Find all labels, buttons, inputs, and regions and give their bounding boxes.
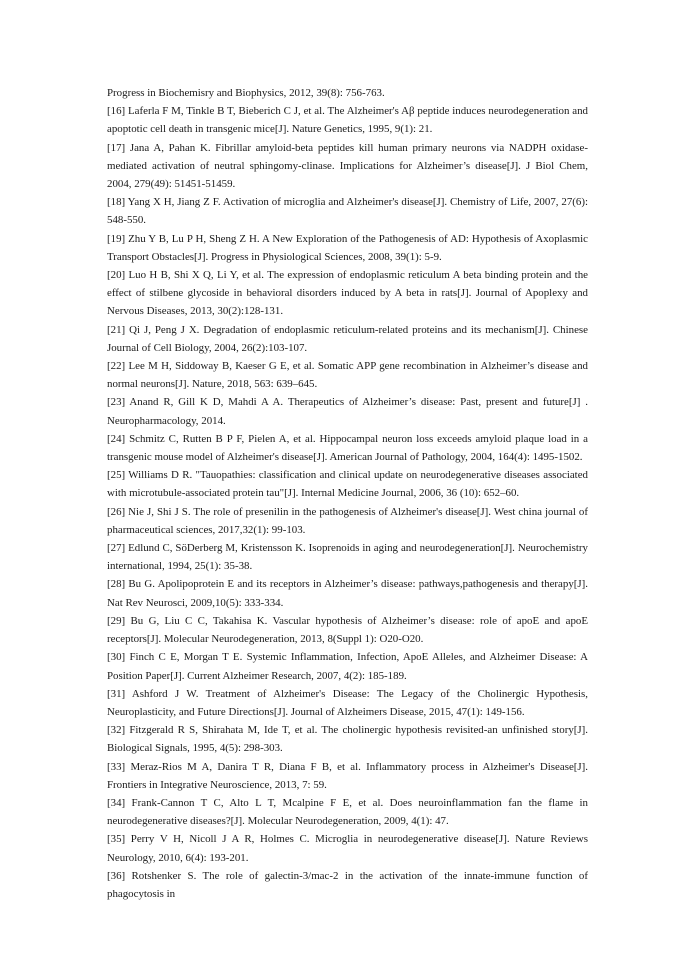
reference-entry-31: [31] Ashford J W. Treatment of Alzheimer's Disease: The Legacy of the Cholinergic Hypothesis, Neuroplasticity, and Future Directions[J]. Journal of Alzheimers Disease, 2015, 47(1): 149-156. [107, 687, 588, 718]
reference-entry-33: [33] Meraz-Rios M A, Danira T R, Diana F B, et al. Inflammatory process in Alzheimer's Disease[J]. Frontiers in Integrative Neuroscience, 2013, 7: 59. [107, 760, 588, 791]
reference-entry-24: [24] Schmitz C, Rutten B P F, Pielen A, et al. Hippocampal neuron loss exceeds amyloid plaque load in a transgenic mouse model of Alzheimer's disease[J]. American Journal of Pathology, 2004, 164(4): 1495-1502. [107, 432, 588, 464]
reference-entry-16: [16] Laferla F M, Tinkle B T, Bieberich C J, et al. The Alzheimer's Aβ peptide induces neurodegeneration and apoptotic cell death in transgenic mice[J]. Nature Genetics, 1995, 9(1): 21. [107, 105, 588, 136]
reference-list [107, 84, 588, 903]
reference-entry-20: [20] Luo H B, Shi X Q, Li Y, et al. The expression of endoplasmic reticulum A beta binding protein and the effect of stilbene glycoside in behavioral disorders induced by A beta in rats[J]. Journal of Apoplexy and Nervous Diseases, 2013, 30(2):128-131. [107, 269, 588, 318]
reference-entry-17: [17] Jana A, Pahan K. Fibrillar amyloid-beta peptides kill human primary neurons via NADPH oxidase-mediated activation of neutral sphingomy-clinase. Implications for Alzheimer’s disease[J]. J Biol Chem, 2004, 279(49): 51451-51459. [107, 141, 588, 191]
reference-entry-18: [18] Yang X H, Jiang Z F. Activation of microglia and Alzheimer's disease[J]. Chemistry of Life, 2007, 27(6): 548-550. [107, 196, 588, 227]
reference-entry-25: [25] Williams D R. "Tauopathies: classification and clinical update on neurodegenerative diseases associated with microtubule-associated protein tau"[J]. Internal Medicine Journal, 2006, 36 (10): 652–60. [107, 469, 588, 500]
reference-entry-32: [32] Fitzgerald R S, Shirahata M, Ide T, et al. The cholinergic hypothesis revisited-an unfinished story[J]. Biological Signals, 1995, 4(5): 298-303. [107, 724, 588, 755]
reference-entry-35: [35] Perry V H, Nicoll J A R, Holmes C. Microglia in neurodegenerative disease[J]. Nature Reviews Neurology, 2010, 6(4): 193-201. [107, 833, 588, 864]
reference-entry-22: [22] Lee M H, Siddoway B, Kaeser G E, et al. Somatic APP gene recombination in Alzheimer’s disease and normal neurons[J]. Nature, 2018, 563: 639–645. [107, 360, 588, 391]
reference-entry-continued: Progress in Biochemisry and Biophysics, 2012, 39(8): 756-763. [107, 87, 385, 99]
reference-entry-30: [30] Finch C E, Morgan T E. Systemic Inflammation, Infection, ApoE Alleles, and Alzheimer Disease: A Position Paper[J]. Current Alzheimer Research, 2007, 4(2): 185-189. [107, 651, 588, 682]
reference-entry-23: [23] Anand R, Gill K D, Mahdi A A. Therapeutics of Alzheimer’s disease: Past, present and future[J] . Neuropharmacology, 2014. [107, 396, 588, 427]
reference-entry-28: [28] Bu G. Apolipoprotein E and its receptors in Alzheimer’s disease: pathways,pathogenesis and therapy[J]. Nat Rev Neurosci, 2009,10(5): 333-334. [107, 578, 588, 609]
reference-entry-19: [19] Zhu Y B, Lu P H, Sheng Z H. A New Exploration of the Pathogenesis of AD: Hypothesis of Axoplasmic Transport Obstacles[J]. Progress in Physiological Sciences, 2008, 39(1): 5-9. [107, 232, 588, 263]
reference-entry-36: [36] Rotshenker S. The role of galectin-3/mac-2 in the activation of the innate-immune function of phagocytosis in [107, 869, 588, 900]
reference-entry-21: [21] Qi J, Peng J X. Degradation of endoplasmic reticulum-related proteins and its mechanism[J]. Chinese Journal of Cell Biology, 2004, 26(2):103-107. [107, 323, 588, 354]
reference-entry-34: [34] Frank-Cannon T C, Alto L T, Mcalpine F E, et al. Does neuroinflammation fan the flame in neurodegenerative diseases?[J]. Molecular Neurodegeneration, 2009, 4(1): 47. [107, 796, 588, 828]
reference-entry-29: [29] Bu G, Liu C C, Takahisa K. Vascular hypothesis of Alzheimer’s disease: role of apoE and apoE receptors[J]. Molecular Neurodegeneration, 2013, 8(Suppl 1): O20-O20. [107, 614, 588, 646]
reference-entry-26: [26] Nie J, Shi J S. The role of presenilin in the pathogenesis of Alzheimer's disease[J]. West china journal of pharmaceutical sciences, 2017,32(1): 99-103. [107, 505, 588, 536]
reference-entry-27: [27] Edlund C, SöDerberg M, Kristensson K. Isoprenoids in aging and neurodegeneration[J]. Neurochemistry international, 1994, 25(1): 35-38. [107, 542, 588, 573]
